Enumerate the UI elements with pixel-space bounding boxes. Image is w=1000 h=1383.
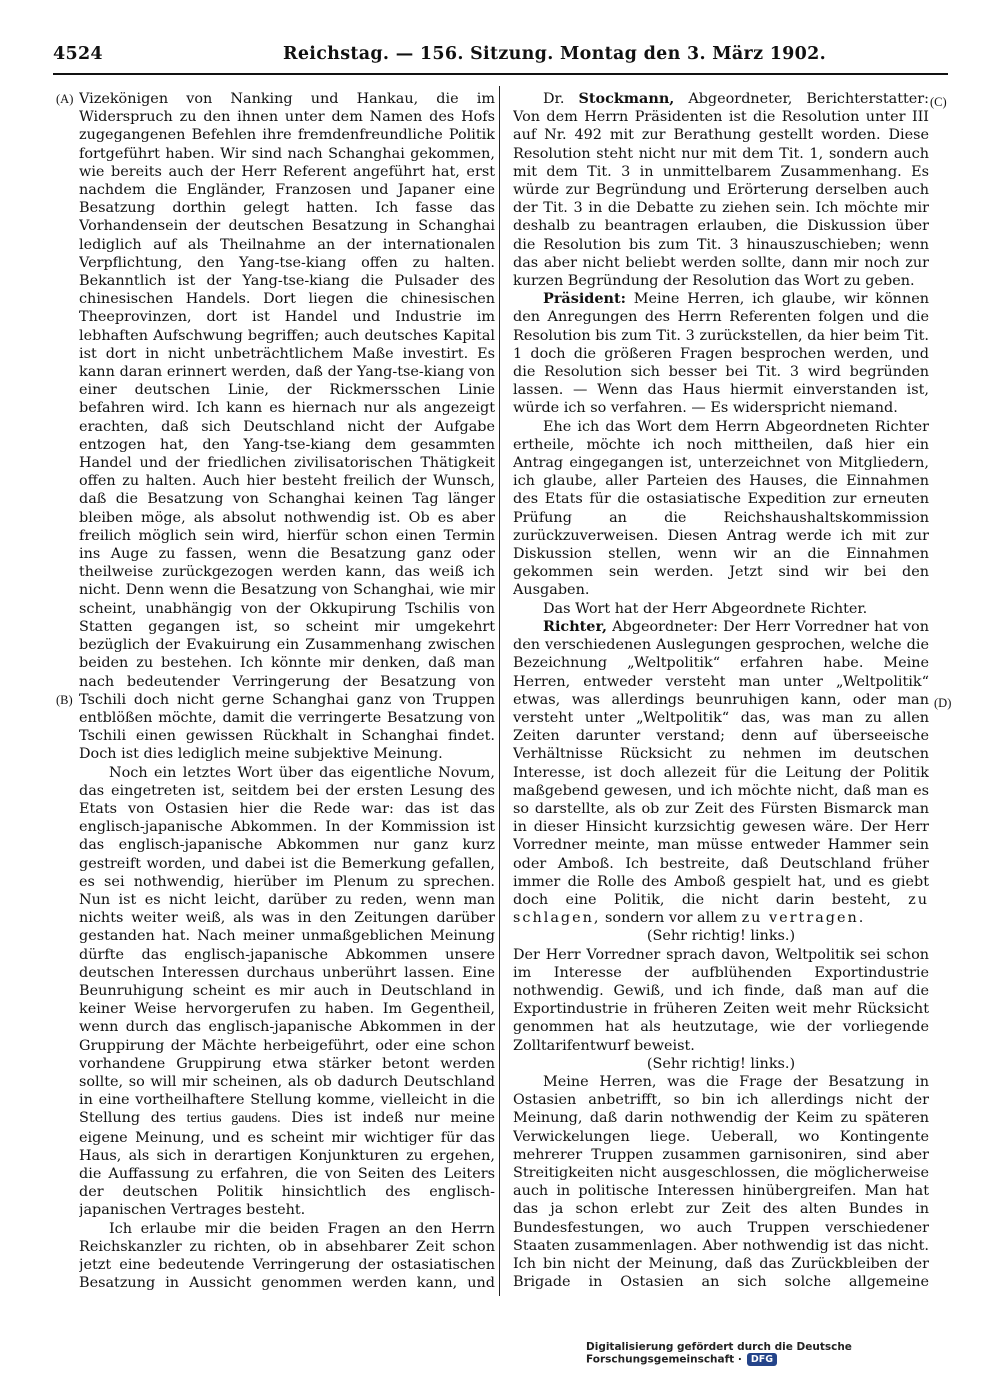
latin-phrase: tertius gaudens. (186, 1111, 281, 1127)
column-divider (499, 86, 500, 1296)
margin-marker-c: (C) (930, 95, 947, 109)
speaker-title: Dr. (543, 91, 565, 107)
margin-marker-a: (A) (56, 92, 74, 106)
emphasis-text: zu vertragen. (741, 910, 866, 927)
credit-text: Digitalisierung gefördert durch die Deutsche Forschungsgemeinschaft · (586, 1341, 852, 1366)
paragraph (513, 290, 929, 417)
margin-marker-d: (D) (934, 696, 952, 710)
paragraph-text: Noch ein letztes Wort über das eigentliche Novum, das eingetreten ist, seitdem bei der ersten Lesung des Etats von Ostasien hier die Rede war: das ist das englisch-japanische Abkommen. In der Kommission ist das englisch-japanische Abkommen nur ganz kurz gestreift worden, und dabei ist die Bemerkung gefallen, es sei nothwendig, hierüber im Plenum zu sprechen. Nun ist es nicht leicht, darüber zu reden, wenn man nichts weiter weiß, als was in den Zeitungen darüber gestanden hat. Nach meiner unmaßgeblichen Meinung dürfte das englisch-japanische Abkommen unsere deutschen Interessen durchaus unberührt lassen. Eine Beunruhigung scheint es mir auch in Deutschland in keiner Weise hervorgerufen zu haben. Im Gegentheil, wenn durch das englisch-japanische Abkommen in der Gruppirung der Mächte herbeigeführt, oder eine schon vorhandene Gruppirung etwa stärker betont werden sollte, so will mir scheinen, als ob dadurch Deutschland in eine vortheilhaftere Stellung komme, vielleicht in die Stellung des (79, 764, 495, 1127)
dfg-logo: DFG (747, 1353, 777, 1366)
left-column (79, 90, 495, 1290)
paragraph-text: Der Herr Vorredner hat von den verschiedenen Auslegungen gesprochen, welche die Bezeichnung „Weltpolitik“ erfahren habe. Meine Herren, entweder versteht man unter „Weltpolitik“ etwas, was allerdings beunruhigen kann, oder man versteht unter „Weltpolitik“ das, was man zu allen Zeiten darunter verstand; denn auf überseeische Verhältnisse Rücksicht zu nehmen im deutschen Interesse, ist doch allezeit für die Leitung der Politik maßgebend gewesen, und ich möchte nicht, daß man es so darstellte, als ob zur Zeit des Fürsten Bismarck man in dieser Hinsicht kurzsichtig gewesen wäre. Der Herr Vorredner meinte, man müsse entweder Hammer sein oder Amboß. Ich bestreite, daß Deutschland früher immer die Rolle des Amboß gespielt hat, und es giebt doch eine Politik, die nicht darin besteht, (513, 618, 929, 908)
running-title: Reichstag. — 156. Sitzung. Montag den 3. März 1902. (283, 44, 827, 64)
speaker-label: Präsident: (543, 290, 626, 308)
interjection-note: (Sehr richtig! links.) (646, 928, 796, 945)
page-number: 4524 (53, 44, 103, 64)
paragraph-text: Von dem Herrn Präsidenten ist die Resolution unter III auf Nr. 492 mit zur Berathung gestellt worden. Diese Resolution steht nicht nur mit dem Tit. 1, sondern auch mit dem Tit. 3 in unmittelbarem Zusammenhang. Es würde zur Begründung und Erörterung derselben auch der Tit. 3 in die Debatte zu ziehen sein. Ich möchte mir deshalb zu beantragen erlauben, die Diskussion über die Resolution bis zum Tit. 3 hinauszuschieben; wenn das aber nicht beliebt werden sollte, dann mir noch zur kurzen Begründung der Resolution das Wort zu geben. (513, 109, 929, 290)
paragraph: Das Wort hat der Herr Abgeordnete Richter. (543, 600, 868, 617)
paragraph: Ehe ich das Wort dem Herrn Abgeordneten Richter ertheile, möchte ich noch mittheilen, daß hier ein Antrag eingegangen ist, unterzeichnet von Mitgliedern, ich glaube, aller Parteien des Hauses, die Einnahmen des Etats für die ostasiatische Expedition zur erneuten Prüfung an die Reichshaushaltskommission zurückzuverweisen. Diesen Antrag werde ich mit zur Diskussion stellen, wenn wir an die Einnahmen gekommen sein werden. Jetzt sind wir bei den Ausgaben. (513, 418, 929, 599)
paragraph (513, 90, 929, 290)
speaker-role: Abgeordneter: (612, 618, 719, 635)
page-header (53, 44, 948, 72)
right-column (513, 90, 929, 1290)
margin-marker-b: (B) (56, 693, 73, 707)
emphasis-text: zu schlagen, (513, 891, 929, 927)
paragraph-text: sondern vor allem (605, 910, 738, 927)
paragraph (513, 618, 929, 927)
speaker-role: Abgeordneter, Berichterstatter: (688, 91, 929, 107)
paragraph (79, 764, 495, 1220)
digitization-credit (586, 1341, 1000, 1366)
paragraph (513, 1073, 929, 1290)
paragraph-text: Meine Herren, ich glaube, wir können den Anregungen des Herrn Referenten folgen und die Resolution bis zum Tit. 3 zurückstellen, da hier beim Tit. 1 doch die größeren Fragen besprochen werden, und die Resolution sich besser bei Tit. 3 wird begründen lassen. — Wenn das Haus hiermit einverstanden ist, würde ich so verfahren. — Es widerspricht niemand. (513, 291, 929, 417)
paragraph: Der Herr Vorredner sprach davon, Weltpolitik sei schon im Interesse der aufblühenden Exportindustrie nothwendig. Gewiß, und ich finde, daß man auf die Exportindustrie in früheren Zeiten weit mehr Rücksicht genommen hat als heutzutage, wie der vorliegende Zolltarifentwurf beweist. (513, 946, 929, 1054)
paragraph-text: Dies ist indeß nur meine eigene Meinung, und es scheint mir wichtiger für das Haus, als sich in derartigen Konjunkturen zu ergehen, die Auffassung zu erfahren, die von Seiten des Leiters der deutschen Politik hinsichtlich des englisch-japanischen Vertrages besteht. (79, 1110, 495, 1219)
speaker-label: Stockmann, (578, 90, 675, 107)
speaker-label: Richter, (543, 617, 607, 635)
header-rule (53, 73, 948, 75)
paragraph: Vizekönigen von Nanking und Hankau, die im Widerspruch zu den ihnen unter dem Namen des Hofs zugegangenen Befehlen ihre fremdenfreundliche Politik fortgeführt haben. Wir sind nach Schanghai gekommen, wie bereits auch der Herr Referent angeführt hat, erst nachdem die Engländer, Franzosen und Japaner eine Besatzung dorthin gelegt hatten. Ich fasse das Vorhandensein der deutschen Besatzung in Schanghai lediglich auf als Theilnahme an der internationalen Verpflichtung, den Yang-tse-kiang offen zu halten. Bekanntlich ist der Yang-tse-kiang die Pulsader des chinesischen Handels. Dort liegen die chinesischen Theeprovinzen, dort ist Handel und Industrie im lebhaften Aufschwung begriffen; auch deutsches Kapital ist dort in nicht unbeträchtlichem Maße investirt. Es kann daran erinnert werden, daß der Yang-tse-kiang von einer deutschen Linie, der Rickmersschen Linie befahren wird. Ich kann es hiernach nur als angezeigt erachten, daß sich Deutschland nicht der Aufgabe entzogen hat, den Yang-tse-kiang dem gesammten Handel und der friedlichen zivilisatorischen Thätigkeit offen zu halten. Auch hier besteht freilich der Wunsch, daß die Besatzung von Schanghai keinen Tag länger bleiben möge, als absolut nothwendig ist. Ob es aber freilich möglich sein wird, hierfür schon einen Termin ins Auge zu fassen, wenn die Besatzung ganz oder theilweise zurückgezogen werden kann, das weiß ich nicht. Denn wenn die Besatzung von Schanghai, wie mir scheint, unabhängig von der Okkupirung Tschilis von Statten gegangen ist, so scheint mir umgekehrt bezüglich der Evakuirung ein Zusammenhang zwischen beiden zu bestehen. Ich könnte mir denken, daß man nach bedeutender Verringerung der Besatzung von Tschili doch nicht gerne Schanghai ganz von Truppen entblößen möchte, damit die verringerte Besatzung von Tschili einen gewissen Rückhalt in Schanghai findet. Doch ist dies lediglich meine subjektive Meinung. (79, 91, 495, 763)
paragraph-text: Meine Herren, was die Frage der Besatzung in Ostasien anbetrifft, so bin ich allerdings nicht der Meinung, daß darin nothwendig der Keim zu späteren Verwickelungen liege. Ueberall, wo Kontingente mehrerer Truppen zusammen garnisoniren, sind aber Streitigkeiten nicht ausgeschlossen, die möglicherweise auch in politische Interessen hinübergreifen. Man hat das ja schon erlebt zur Zeit des alten Bundes in Bundesfestungen, wo auch Truppen verschiedener Staaten zusammenlagen. Aber nothwendig ist das nicht. Ich bin nicht der Meinung, daß das Zurückbleiben der Brigade in Ostasien an sich solche allgemeine (513, 1073, 929, 1290)
interjection-note: (Sehr richtig! links.) (646, 1055, 796, 1072)
paragraph: Ich erlaube mir die beiden Fragen an den Herrn Reichskanzler zu richten, ob in absehbarer Zeit schon jetzt eine bedeutende Verringerung der ostasiatischen Besatzung in Aussicht genommen werden kann, und (79, 1220, 495, 1290)
